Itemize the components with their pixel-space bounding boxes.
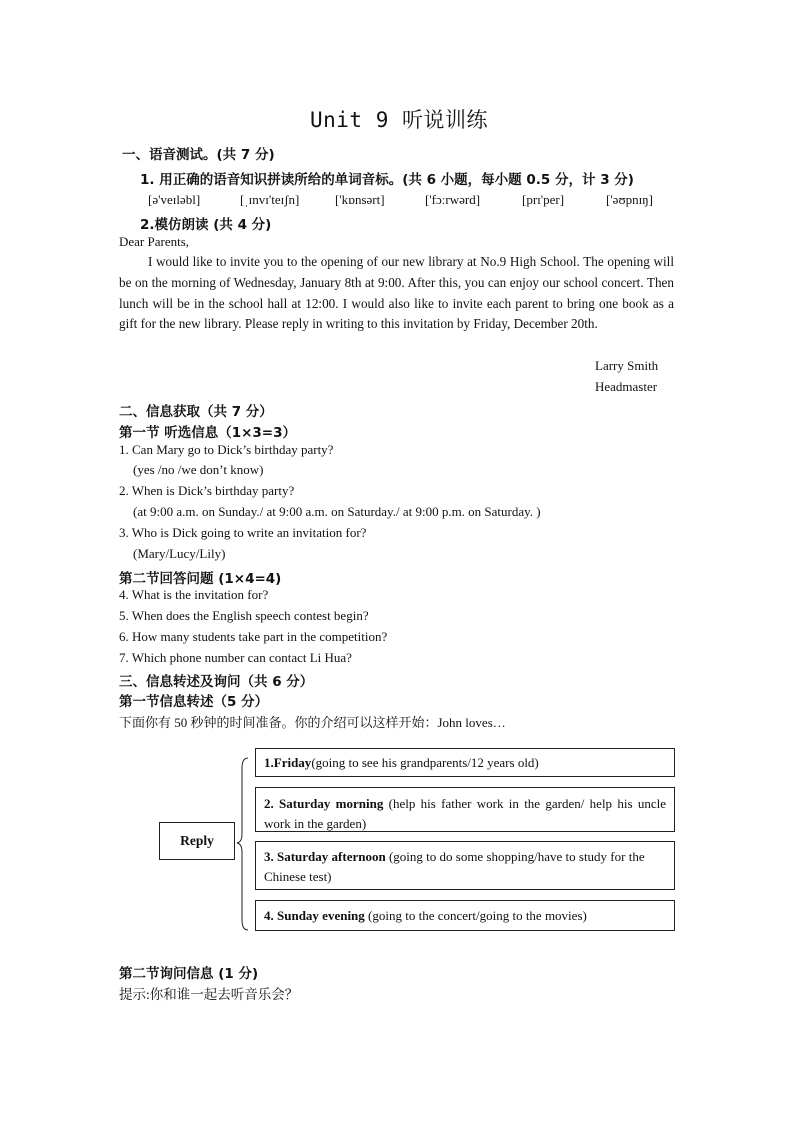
brace-icon <box>236 756 250 932</box>
phonetic-1: [ə'veɪləbl] <box>148 192 201 207</box>
section2-part1-heading: 第一节 听选信息（1×3=3） <box>119 425 297 441</box>
list-item: 1. Can Mary go to Dick’s birthday party? <box>119 442 334 457</box>
page-title: Unit 9 听说训练 <box>310 108 489 132</box>
phonetic-2: [ˌɪnvɪ'teɪʃn] <box>240 192 300 207</box>
section1-question1: 1. 用正确的语音知识拼读所给的单词音标。(共 6 小题，每小题 0.5 分，计 3 分) <box>140 172 634 188</box>
section3-part2-heading: 第二节询问信息 (1 分) <box>119 966 259 982</box>
phonetic-4: ['fɔːrwərd] <box>425 192 481 207</box>
phonetic-6: ['əʊpnɪŋ] <box>606 192 653 207</box>
option-day: 4. Sunday evening <box>264 908 365 923</box>
reply-option-4 <box>255 900 675 931</box>
option-day: 3. Saturday afternoon <box>264 849 386 864</box>
letter-greeting: Dear Parents, <box>119 234 190 249</box>
list-item: 4. What is the invitation for? <box>119 587 269 602</box>
signature-name: Larry Smith <box>595 358 659 373</box>
section3-intro: 下面你有 50 秒钟的时间准备。你的介绍可以这样开始：John loves… <box>119 715 506 730</box>
list-item: (at 9:00 a.m. on Sunday./ at 9:00 a.m. on Saturday./ at 9:00 p.m. on Saturday. ) <box>133 504 541 519</box>
list-item: (yes /no /we don’t know) <box>133 462 264 477</box>
section1-question2: 2.模仿朗读 (共 4 分) <box>140 217 272 233</box>
reply-option-2 <box>255 787 675 832</box>
signature-title: Headmaster <box>595 379 658 394</box>
option-detail: (going to do some shopping/have to study for the Chinese test) <box>264 849 645 884</box>
section1-heading: 一、语音测试。(共 7 分) <box>122 147 275 163</box>
section2-part2-heading: 第二节回答问题 (1×4=4) <box>119 571 282 587</box>
list-item: (Mary/Lucy/Lily) <box>133 546 226 561</box>
reply-label: Reply <box>180 833 214 848</box>
list-item: 2. When is Dick’s birthday party? <box>119 483 295 498</box>
list-item: 6. How many students take part in the competition? <box>119 629 388 644</box>
reply-option-3 <box>255 841 675 890</box>
section2-heading: 二、信息获取（共 7 分） <box>119 404 273 420</box>
reply-box <box>159 822 235 860</box>
list-item: 5. When does the English speech contest begin? <box>119 608 369 623</box>
phonetic-5: [prɪ'per] <box>522 192 565 207</box>
letter-body: I would like to invite you to the opening of our new library at No.9 High School. The opening will be on the morning of Wednesday, January 8th at 9:00. After this, you can enjoy our school concert. Then lunch will be in the school hall at 12:00. I would also like to invite each parent to bring one book as a gift for the new library. Please reply in writing to this invitation by Friday, December 20th. <box>119 254 674 332</box>
option-day: 1.Friday <box>264 755 312 770</box>
option-detail: (going to see his grandparents/12 years old) <box>311 755 539 770</box>
list-item: 3. Who is Dick going to write an invitation for? <box>119 525 367 540</box>
option-detail: (help his father work in the garden/ help his uncle work in the garden) <box>264 796 666 831</box>
phonetic-3: ['kɒnsərt] <box>335 192 385 207</box>
reply-option-1 <box>255 748 675 777</box>
option-day: 2. Saturday morning <box>264 796 384 811</box>
section3-hint: 提示:你和谁一起去听音乐会？ <box>119 987 299 1002</box>
section3-part1-heading: 第一节信息转述（5 分） <box>119 694 269 710</box>
option-detail: (going to the concert/going to the movies) <box>364 908 587 923</box>
section3-heading: 三、信息转述及询问（共 6 分） <box>119 674 314 690</box>
list-item: 7. Which phone number can contact Li Hua? <box>119 650 352 665</box>
